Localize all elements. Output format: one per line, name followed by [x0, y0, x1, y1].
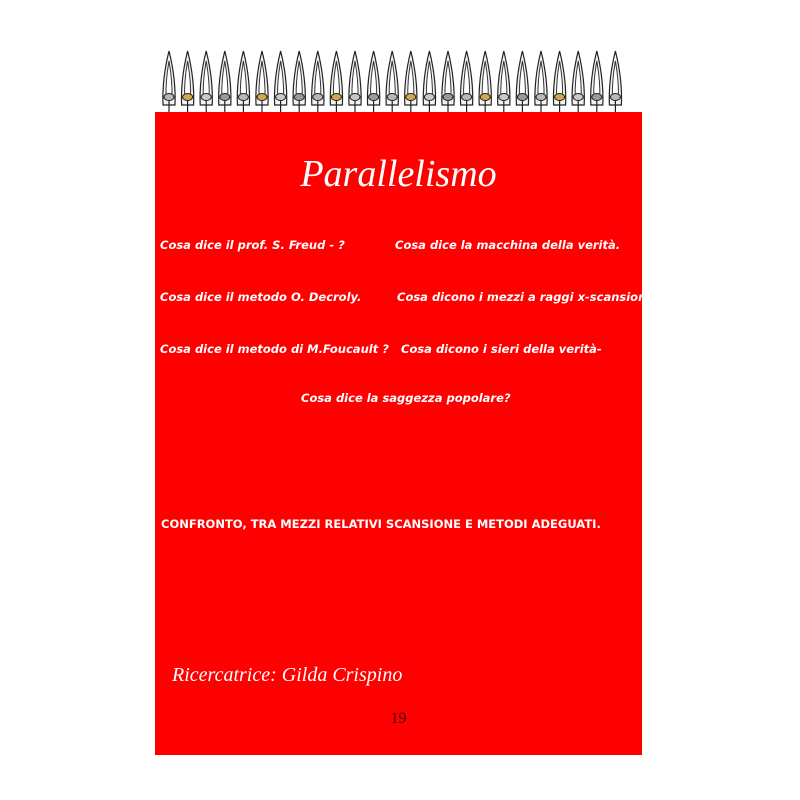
notebook-page	[155, 112, 661, 755]
binding-ring-icon	[609, 51, 621, 115]
binding-ring-icon	[237, 51, 249, 115]
question-popular-wisdom: Cosa dice la saggezza popolare?	[301, 391, 511, 405]
binding-ring-icon	[163, 51, 175, 115]
author-credit: Ricercatrice: Gilda Crispino	[172, 664, 403, 686]
binding-ring-icon	[386, 51, 398, 115]
question-truth-serum: Cosa dicono i sieri della verità-	[401, 342, 602, 356]
binding-ring-icon	[405, 51, 417, 115]
spiral-binding	[160, 45, 640, 117]
binding-ring-icon	[200, 51, 212, 115]
binding-ring-icon	[535, 51, 547, 115]
binding-ring-icon	[423, 51, 435, 115]
binding-ring-icon	[256, 51, 268, 115]
page-title: Parallelismo	[300, 153, 497, 195]
binding-ring-icon	[591, 51, 603, 115]
binding-ring-icon	[460, 51, 472, 115]
binding-ring-icon	[274, 51, 286, 115]
comparison-heading: CONFRONTO, TRA MEZZI RELATIVI SCANSIONE E METODI ADEGUATI.	[161, 517, 601, 531]
page-number: 19	[390, 710, 407, 727]
binding-ring-icon	[367, 51, 379, 115]
binding-ring-icon	[498, 51, 510, 115]
spiral-binding-icon	[160, 45, 640, 117]
question-decroly: Cosa dice il metodo O. Decroly.	[160, 290, 362, 304]
binding-ring-icon	[349, 51, 361, 115]
binding-ring-icon	[442, 51, 454, 115]
binding-ring-icon	[181, 51, 193, 115]
binding-ring-icon	[330, 51, 342, 115]
binding-ring-icon	[572, 51, 584, 115]
question-freud: Cosa dice il prof. S. Freud - ?	[160, 238, 345, 252]
binding-ring-icon	[219, 51, 231, 115]
binding-ring-icon	[293, 51, 305, 115]
question-foucault: Cosa dice il metodo di M.Foucault ?	[160, 342, 389, 356]
binding-ring-icon	[553, 51, 565, 115]
binding-ring-icon	[479, 51, 491, 115]
question-lie-detector: Cosa dice la macchina della verità.	[395, 238, 621, 252]
binding-ring-icon	[312, 51, 324, 115]
binding-ring-icon	[516, 51, 528, 115]
question-xray-scan: Cosa dicono i mezzi a raggi x-scansione?	[397, 290, 661, 304]
